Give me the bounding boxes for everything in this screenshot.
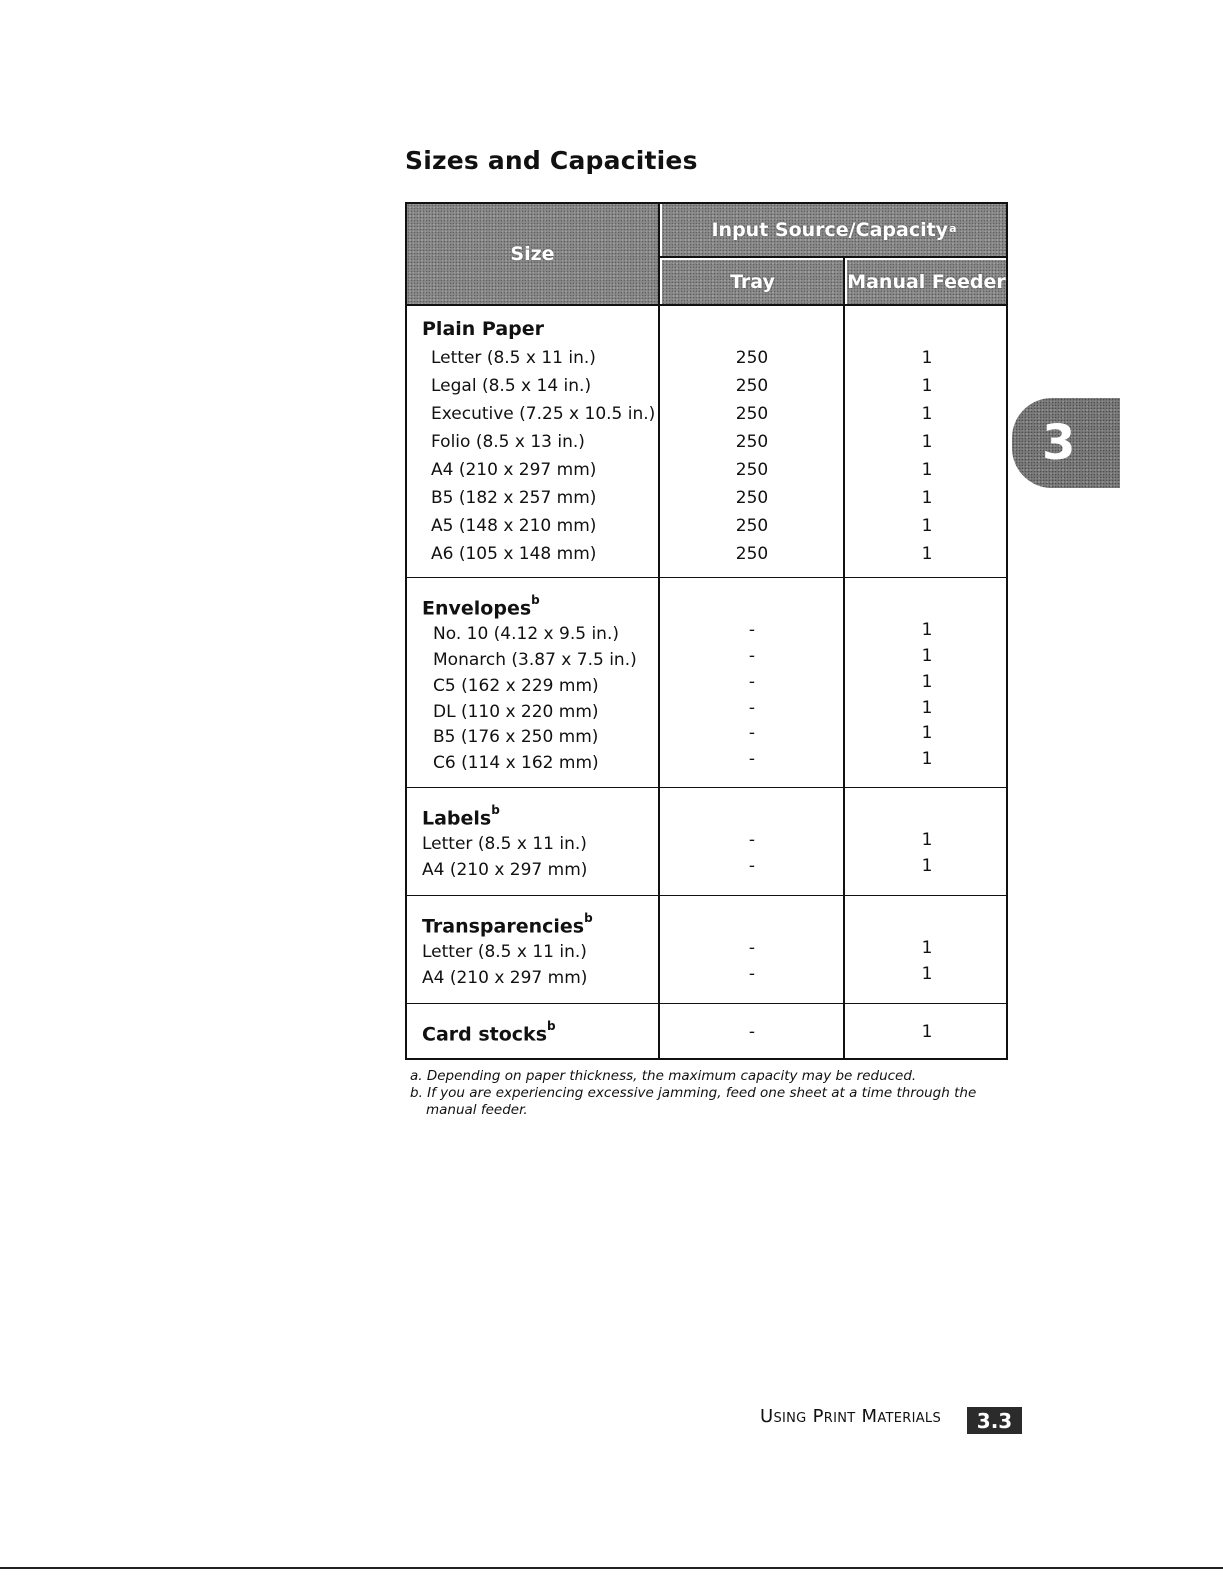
tray-cell: 250: [735, 348, 769, 368]
tray-cell: -: [748, 749, 756, 769]
size-cell: A6 (105 x 148 mm): [431, 544, 597, 564]
manual-cell: 1: [921, 856, 933, 876]
header-input-source-label: Input Source/Capacity: [711, 219, 949, 241]
column-divider: [658, 204, 660, 1060]
header-manual-feeder-label: Manual Feeder: [847, 271, 1006, 293]
row-divider: [407, 577, 1008, 578]
size-cell: C6 (114 x 162 mm): [433, 753, 599, 773]
size-cell: Letter (8.5 x 11 in.): [431, 348, 596, 368]
tray-cell: -: [748, 856, 756, 876]
size-cell: Letter (8.5 x 11 in.): [422, 834, 587, 854]
size-cell: A5 (148 x 210 mm): [431, 516, 597, 536]
manual-cell: 1: [921, 348, 933, 368]
manual-cell: 1: [921, 1022, 933, 1042]
size-cell: No. 10 (4.12 x 9.5 in.): [433, 624, 619, 644]
header-input-source: [662, 204, 1006, 256]
size-cell: B5 (176 x 250 mm): [433, 727, 599, 747]
tray-cell: -: [748, 620, 756, 640]
tray-cell: -: [748, 830, 756, 850]
footnote-a: a. Depending on paper thickness, the maximum capacity may be reduced.: [410, 1068, 917, 1084]
column-divider: [843, 256, 845, 1060]
header-size: [407, 204, 658, 304]
chapter-number: 3: [1042, 415, 1076, 471]
header-size-label: Size: [510, 243, 555, 265]
footnote-b-continued: manual feeder.: [426, 1102, 528, 1118]
row-divider: [407, 787, 1008, 788]
size-cell: A4 (210 x 297 mm): [422, 860, 588, 880]
tray-cell: -: [748, 964, 756, 984]
page-number: 3.3: [967, 1407, 1022, 1434]
category-label: Transparencies: [422, 915, 585, 938]
tray-cell: 250: [735, 404, 769, 424]
sizes-capacities-table: [405, 202, 1008, 1060]
page-title: Sizes and Capacities: [405, 146, 698, 175]
chapter-tab: [1012, 398, 1120, 488]
category-label: Envelopes: [422, 597, 532, 620]
manual-cell: 1: [921, 749, 933, 769]
footnote-mark: b: [547, 1019, 556, 1033]
category-label: Labels: [422, 807, 492, 830]
tray-cell: 250: [735, 544, 769, 564]
tray-cell: -: [748, 723, 756, 743]
category-plain-paper: [422, 318, 544, 340]
manual-cell: 1: [921, 646, 933, 666]
footnote-mark: b: [491, 803, 500, 817]
tray-cell: -: [748, 672, 756, 692]
size-cell: Letter (8.5 x 11 in.): [422, 942, 587, 962]
manual-cell: 1: [921, 544, 933, 564]
header-bottom-rule: [407, 304, 1008, 306]
manual-cell: 1: [921, 376, 933, 396]
size-cell: A4 (210 x 297 mm): [431, 460, 597, 480]
size-cell: Folio (8.5 x 13 in.): [431, 432, 585, 452]
row-divider: [407, 895, 1008, 896]
category-label: Card stocks: [422, 1023, 548, 1046]
header-manual-feeder: [847, 260, 1006, 304]
footnote-b: b. If you are experiencing excessive jamming, feed one sheet at a time through the: [410, 1085, 977, 1101]
footer-section-title: Using Print Materials: [760, 1406, 942, 1427]
manual-cell: 1: [921, 830, 933, 850]
tray-cell: 250: [735, 488, 769, 508]
size-cell: Legal (8.5 x 14 in.): [431, 376, 592, 396]
manual-cell: 1: [921, 460, 933, 480]
category-label: Plain Paper: [422, 318, 545, 340]
tray-cell: -: [748, 698, 756, 718]
row-divider: [407, 1003, 1008, 1004]
size-cell: Monarch (3.87 x 7.5 in.): [433, 650, 637, 670]
manual-cell: 1: [921, 672, 933, 692]
tray-cell: -: [748, 938, 756, 958]
footnotes: [410, 1068, 1020, 1119]
manual-cell: 1: [921, 723, 933, 743]
manual-cell: 1: [921, 488, 933, 508]
header-divider: [658, 256, 1008, 258]
tray-cell: 250: [735, 432, 769, 452]
footnote-mark: b: [584, 911, 593, 925]
size-cell: Executive (7.25 x 10.5 in.): [431, 404, 656, 424]
category-transparencies: [422, 911, 593, 938]
manual-cell: 1: [921, 404, 933, 424]
header-footnote-mark: a: [949, 221, 957, 235]
header-tray: [662, 260, 843, 304]
manual-cell: 1: [921, 964, 933, 984]
tray-cell: 250: [735, 376, 769, 396]
size-cell: C5 (162 x 229 mm): [433, 676, 599, 696]
tray-cell: -: [748, 646, 756, 666]
manual-cell: 1: [921, 516, 933, 536]
size-cell: A4 (210 x 297 mm): [422, 968, 588, 988]
tray-cell: -: [748, 1022, 756, 1042]
tray-cell: 250: [735, 460, 769, 480]
category-envelopes: [422, 593, 540, 620]
category-card-stocks: [422, 1019, 556, 1046]
category-labels: [422, 803, 500, 830]
page-bottom-rule: [0, 1567, 1223, 1569]
manual-cell: 1: [921, 620, 933, 640]
manual-cell: 1: [921, 938, 933, 958]
header-tray-label: Tray: [730, 271, 775, 293]
size-cell: DL (110 x 220 mm): [433, 702, 599, 722]
tray-cell: 250: [735, 516, 769, 536]
footnote-mark: b: [531, 593, 540, 607]
manual-cell: 1: [921, 432, 933, 452]
manual-cell: 1: [921, 698, 933, 718]
size-cell: B5 (182 x 257 mm): [431, 488, 597, 508]
